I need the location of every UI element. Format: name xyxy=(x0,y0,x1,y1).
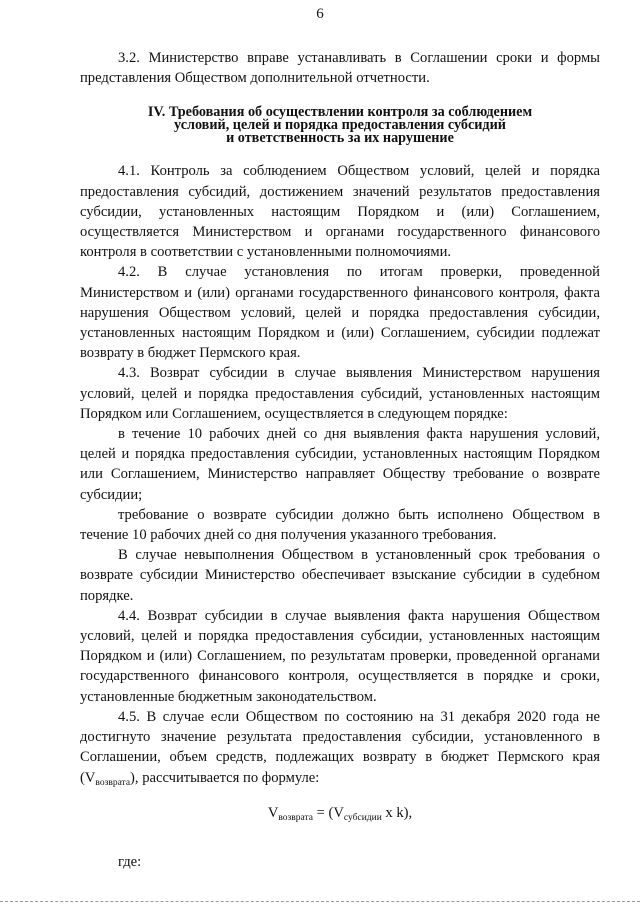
section-heading-line-2: условий, целей и порядка предоставления субсидий xyxy=(174,117,506,134)
section-heading-line-3: и ответственность за их нарушение xyxy=(226,130,454,147)
paragraph-4-3: 4.3. Возврат субсидии в случае выявления Министерством нарушения условий, целей и порядка предоставления субсидий, установленных настоящим Порядком или Соглашением, осуществляется в следующем порядке: xyxy=(80,365,600,422)
paragraph-3-2: 3.2. Министерство вправе устанавливать в Соглашении сроки и формы представления Обществом дополнительной отчетности. xyxy=(80,50,600,87)
bottom-divider xyxy=(0,901,640,902)
page-number: 6 xyxy=(316,6,324,22)
paragraph-4-2: 4.2. В случае установления по итогам проверки, проведенной Министерством и (или) органами государственного финансового контроля, факта нарушения Обществом условий, целей и порядка предоставления субсидии, установленных настоящим Порядком и (или) Соглашением, субсидии подлежат возврату в бюджет Пермского края. xyxy=(80,264,600,362)
paragraph-4-1: 4.1. Контроль за соблюдением Обществом условий, целей и порядка предоставления субсидий, достижением значений результатов предоставления субсидии, установленных настоящим Порядком и (или) Соглашением, осуществляется Министерством и органами государственного финансового контроля в соответствии с установленными полномочиями. xyxy=(80,163,600,261)
paragraph-4-3-enforcement: В случае невыполнения Обществом в установленный срок требования о возврате субсидии Министерство обеспечивает взыскание субсидии в судебном порядке. xyxy=(80,547,600,604)
variable-v-base: V xyxy=(84,769,96,786)
section-heading xyxy=(80,106,600,145)
formula-rhs-subscript: субсидии xyxy=(343,812,382,823)
variable-v-subscript: возврата xyxy=(95,777,131,788)
section-heading-line-1: IV. Требования об осуществлении контроля за соблюдением xyxy=(147,104,533,121)
paragraph-4-4: 4.4. Возврат субсидии в случае выявления факта нарушения Обществом условий, целей и порядка предоставления субсидии, установленных настоящим Порядком и (или) Соглашением, по результатам проверки, проведенной органами государственного финансового контроля, осуществляется в порядке и сроки, установленные бюджетным законодательством. xyxy=(80,607,600,705)
formula xyxy=(80,803,600,828)
formula-lhs-base: V xyxy=(267,804,279,821)
where-label: где: xyxy=(118,853,142,870)
paragraph-4-5 xyxy=(80,707,600,793)
formula-lhs-subscript: возврата xyxy=(278,812,313,823)
paragraph-4-3-step-2: требование о возврате субсидии должно быть исполнено Обществом в течение 10 рабочих дней со дня получения указанного требования. xyxy=(80,506,600,544)
paragraph-4-3-step-1: в течение 10 рабочих дней со дня выявления факта нарушения условий, целей и порядка предоставления субсидии, установленных настоящим Порядком или Соглашением, Министерство направляет Обществу требование о возврате субсидии; xyxy=(80,426,600,503)
formula-rest: x k), xyxy=(381,804,413,821)
paragraph-4-5-tail: ), рассчитывается по формуле: xyxy=(130,769,320,786)
document-body xyxy=(80,48,600,872)
formula-equals: = ( xyxy=(312,804,334,821)
formula-rhs-base: V xyxy=(333,804,344,821)
paragraph-4-5-text: 4.5. В случае если Обществом по состоянию на 31 декабря 2020 года не достигнуто значение результата предоставления субсидии, установленного в Соглашении, объем средств, подлежащих возврату в бюджет Пермского края ( xyxy=(80,708,600,786)
